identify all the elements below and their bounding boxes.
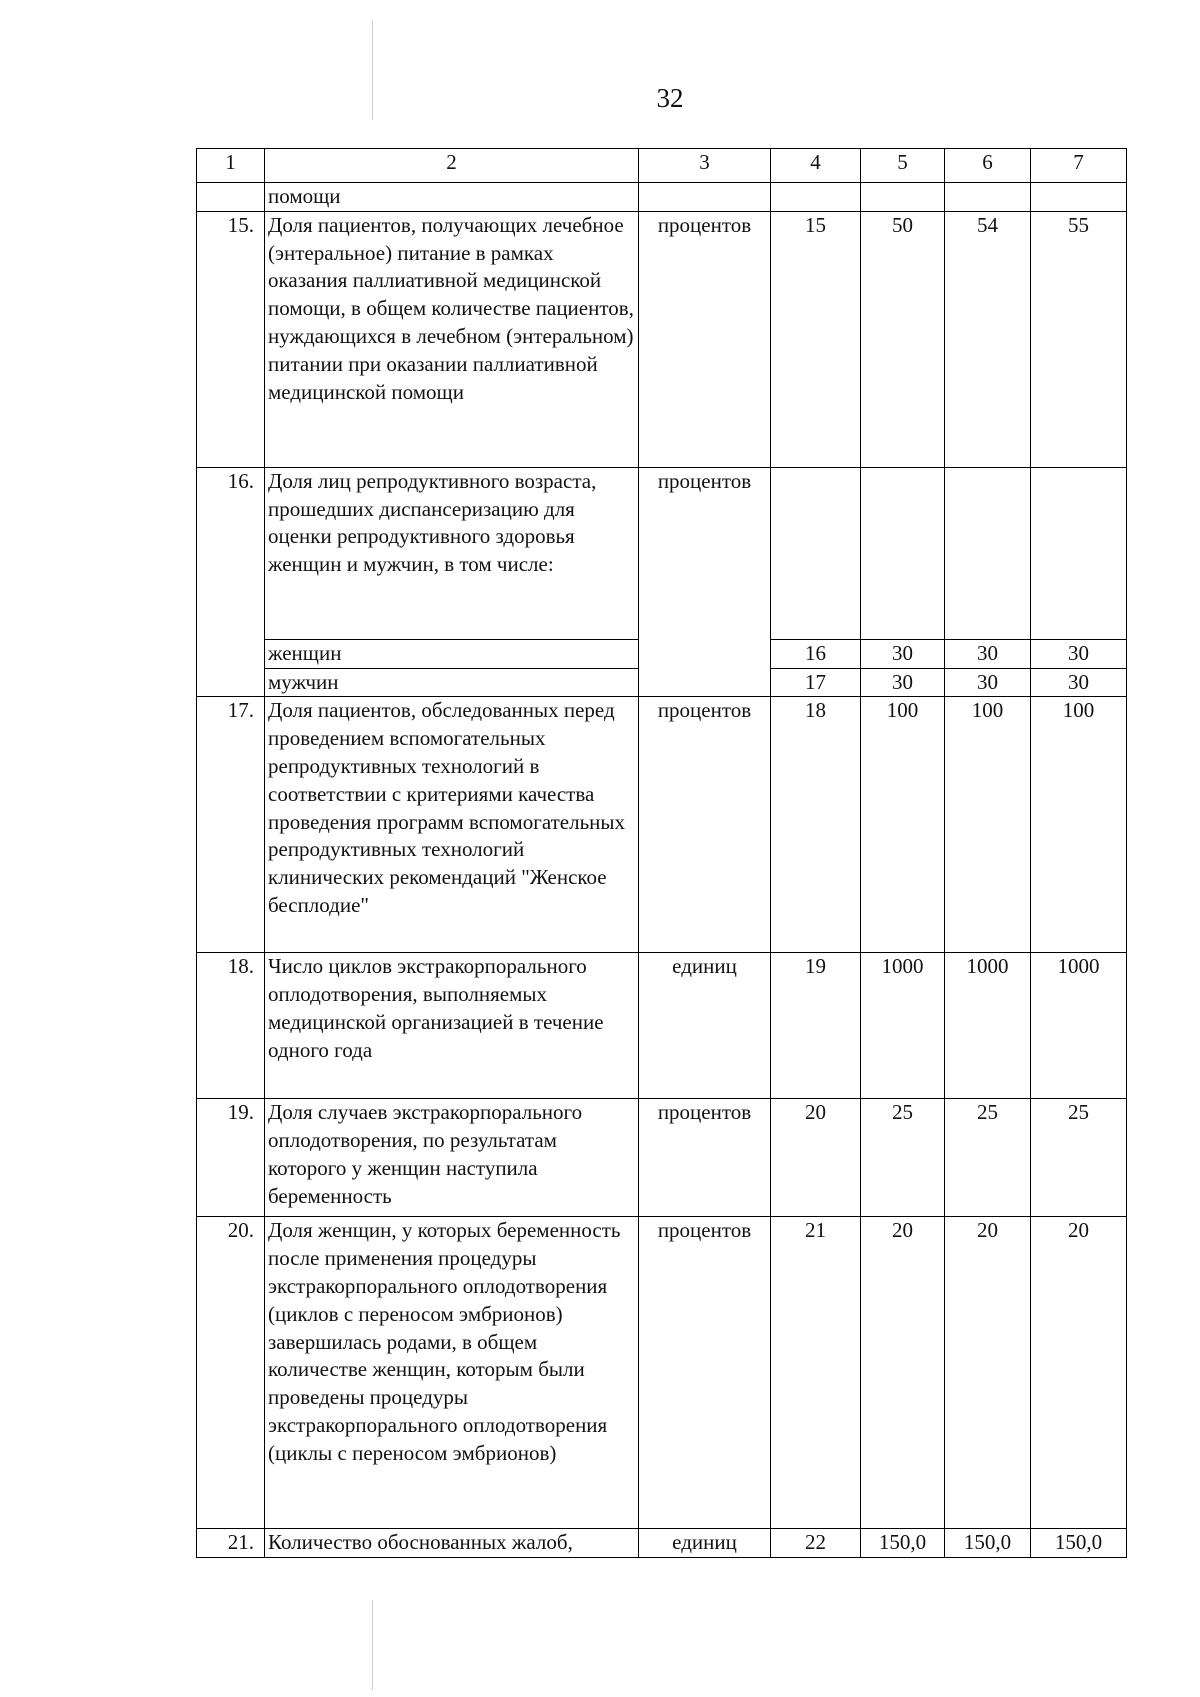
subrow-text: мужчин [265,668,639,697]
col-7-value: 30 [1031,668,1127,697]
col-4-value: 22 [771,1529,861,1558]
unit: процентов [639,1099,771,1217]
col-4-value: 19 [771,953,861,1099]
row-number: 19. [197,1099,265,1217]
col-7-value: 100 [1031,697,1127,953]
row-number: 16. [197,467,265,697]
table-row-21 [197,1529,1127,1558]
col-5-value: 1000 [861,953,945,1099]
row-number: 20. [197,1217,265,1529]
header-cell-3: 3 [639,149,771,183]
indicator-text: Доля случаев экстракорпорального оплодотворения, по результатам которого у женщин наступила беременность [265,1099,639,1217]
col-4-value: 20 [771,1099,861,1217]
table-row-17 [197,697,1127,953]
indicator-text: Число циклов экстракорпорального оплодотворения, выполняемых медицинской организацией в течение одного года [265,953,639,1099]
page-number: 32 [656,83,684,113]
col-5-value: 30 [861,639,945,668]
col-6-value: 100 [945,697,1031,953]
col-7-value: 55 [1031,211,1127,467]
continuation-row [197,183,1127,212]
col-7-value: 1000 [1031,953,1127,1099]
col-4-value: 15 [771,211,861,467]
indicator-text: Доля пациентов, получающих лечебное (энтеральное) питание в рамках оказания паллиативной медицинской помощи, в общем количестве пациентов, нуждающихся в лечебном (энтеральном) питании при оказании паллиативной медицинской помощи [265,211,639,467]
indicator-text: Доля лиц репродуктивного возраста, прошедших диспансеризацию для оценки репродуктивного здоровья женщин и мужчин, в том числе: [265,467,639,639]
header-cell-2: 2 [265,149,639,183]
unit: процентов [639,697,771,953]
table-row-16 [197,467,1127,639]
col-5-value: 25 [861,1099,945,1217]
table-row-18 [197,953,1127,1099]
col-5-value: 30 [861,668,945,697]
row-number: 18. [197,953,265,1099]
indicator-text: Количество обоснованных жалоб, [265,1529,639,1558]
row-number: 15. [197,211,265,467]
col-4-value: 17 [771,668,861,697]
subrow-text: женщин [265,639,639,668]
col-6-value: 54 [945,211,1031,467]
indicators-table [196,148,1127,1558]
unit: процентов [639,467,771,697]
col-5-value: 100 [861,697,945,953]
unit: процентов [639,211,771,467]
col-7-value: 150,0 [1031,1529,1127,1558]
col-6-value: 25 [945,1099,1031,1217]
col-7-value: 30 [1031,639,1127,668]
unit: единиц [639,953,771,1099]
col-5-value: 150,0 [861,1529,945,1558]
table-row-15 [197,211,1127,467]
col-6-value: 30 [945,639,1031,668]
col-4-value: 18 [771,697,861,953]
header-cell-4: 4 [771,149,861,183]
header-cell-1: 1 [197,149,265,183]
unit: единиц [639,1529,771,1558]
col-6-value: 1000 [945,953,1031,1099]
col-7-value: 25 [1031,1099,1127,1217]
col-5-value: 50 [861,211,945,467]
col-4-value: 16 [771,639,861,668]
col-6-value: 20 [945,1217,1031,1529]
col-7-value: 20 [1031,1217,1127,1529]
header-row [197,149,1127,183]
row-number: 21. [197,1529,265,1558]
header-cell-6: 6 [945,149,1031,183]
col-6-value: 30 [945,668,1031,697]
indicator-text: Доля пациентов, обследованных перед проведением вспомогательных репродуктивных технологий в соответствии с критериями качества проведения программ вспомогательных репродуктивных технологий клинических рекомендаций "Женское бесплодие" [265,697,639,953]
table-row-20 [197,1217,1127,1529]
col-6-value: 150,0 [945,1529,1031,1558]
col-4-value: 21 [771,1217,861,1529]
header-cell-7: 7 [1031,149,1127,183]
indicator-text: Доля женщин, у которых беременность после применения процедуры экстракорпорального оплодотворения (циклов с переносом эмбрионов) завершилась родами, в общем количестве женщин, которым были проведены процедуры экстракорпорального оплодотворения (циклы с переносом эмбрионов) [265,1217,639,1529]
header-cell-5: 5 [861,149,945,183]
col-5-value: 20 [861,1217,945,1529]
unit: процентов [639,1217,771,1529]
table-row-19 [197,1099,1127,1217]
scan-artifact-bottom [372,1600,373,1690]
row-number: 17. [197,697,265,953]
continuation-text: помощи [265,183,639,212]
